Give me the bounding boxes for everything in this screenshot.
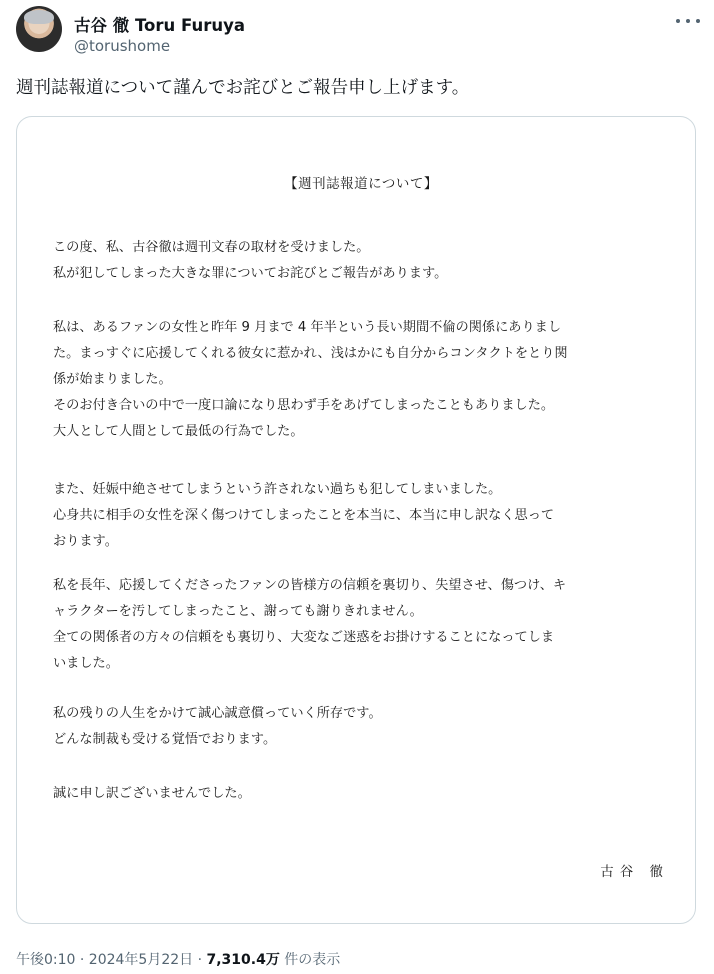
statement-paragraph xyxy=(53,235,669,287)
statement-paragraph xyxy=(53,701,669,753)
more-options-icon[interactable] xyxy=(676,14,700,28)
statement-line: 係が始まりました。 xyxy=(53,372,172,387)
statement-line: 大人として人間として最低の行為でした。 xyxy=(53,424,304,439)
attached-image[interactable] xyxy=(16,116,696,924)
statement-line: 全ての関係者の方々の信頼をも裏切り、大変なご迷惑をお掛けすることになってしま xyxy=(53,630,555,645)
tweet-text: 週刊誌報道について謹んでお詫びとご報告申し上げます。 xyxy=(16,78,470,98)
tweet-header xyxy=(16,4,706,60)
statement-line: どんな制裁も受ける覚悟でおります。 xyxy=(53,732,277,747)
statement-paragraph xyxy=(53,477,669,555)
statement-line: 私が犯してしまった大きな罪についてお詫びとご報告があります。 xyxy=(53,266,448,281)
statement-paragraph xyxy=(53,315,669,445)
statement-line: そのお付き合いの中で一度口論になり思わず手をあげてしまったこともありました。 xyxy=(53,398,555,413)
statement-line: この度、私、古谷徹は週刊文春の取材を受けました。 xyxy=(53,240,370,255)
author-handle[interactable]: @torushome xyxy=(74,37,171,55)
statement-title: 【週刊誌報道について】 xyxy=(284,176,438,192)
statement-line: 心身共に相手の女性を深く傷つけてしまったことを本当に、本当に申し訳なく思って xyxy=(53,508,555,523)
statement-line: た。まっすぐに応援してくれる彼女に惹かれ、浅はかにも自分からコンタクトをとり関 xyxy=(53,346,568,361)
statement-paragraph xyxy=(53,781,669,807)
statement-signature: 古谷 徹 xyxy=(600,864,669,880)
tweet-metadata xyxy=(16,949,340,969)
statement-line: また、妊娠中絶させてしまうという許されない過ちも犯してしまいました。 xyxy=(53,482,502,497)
statement-line: ャラクターを汚してしまったこと、謝っても謝りきれません。 xyxy=(53,604,423,619)
statement-paragraph xyxy=(53,573,669,677)
tweet-timestamp[interactable]: 午後0:10 · 2024年5月22日 · xyxy=(16,952,207,968)
statement-line: いました。 xyxy=(53,656,119,671)
view-count-label: 件の表示 xyxy=(279,952,341,968)
statement-line: 私を長年、応援してくださったファンの皆様方の信頼を裏切り、失望させ、傷つけ、キ xyxy=(53,578,567,593)
statement-line: 私は、あるファンの女性と昨年 9 月まで 4 年半という長い期間不倫の関係にありまし xyxy=(53,320,562,335)
author-display-name[interactable]: 古谷 徹 Toru Furuya xyxy=(74,16,245,35)
avatar[interactable] xyxy=(16,6,62,52)
statement-line: おります。 xyxy=(53,534,118,549)
statement-line: 私の残りの人生をかけて誠心誠意償っていく所存です。 xyxy=(53,706,382,721)
statement-line: 誠に申し訳ございませんでした。 xyxy=(53,786,251,801)
view-count: 7,310.4万 xyxy=(206,952,280,968)
